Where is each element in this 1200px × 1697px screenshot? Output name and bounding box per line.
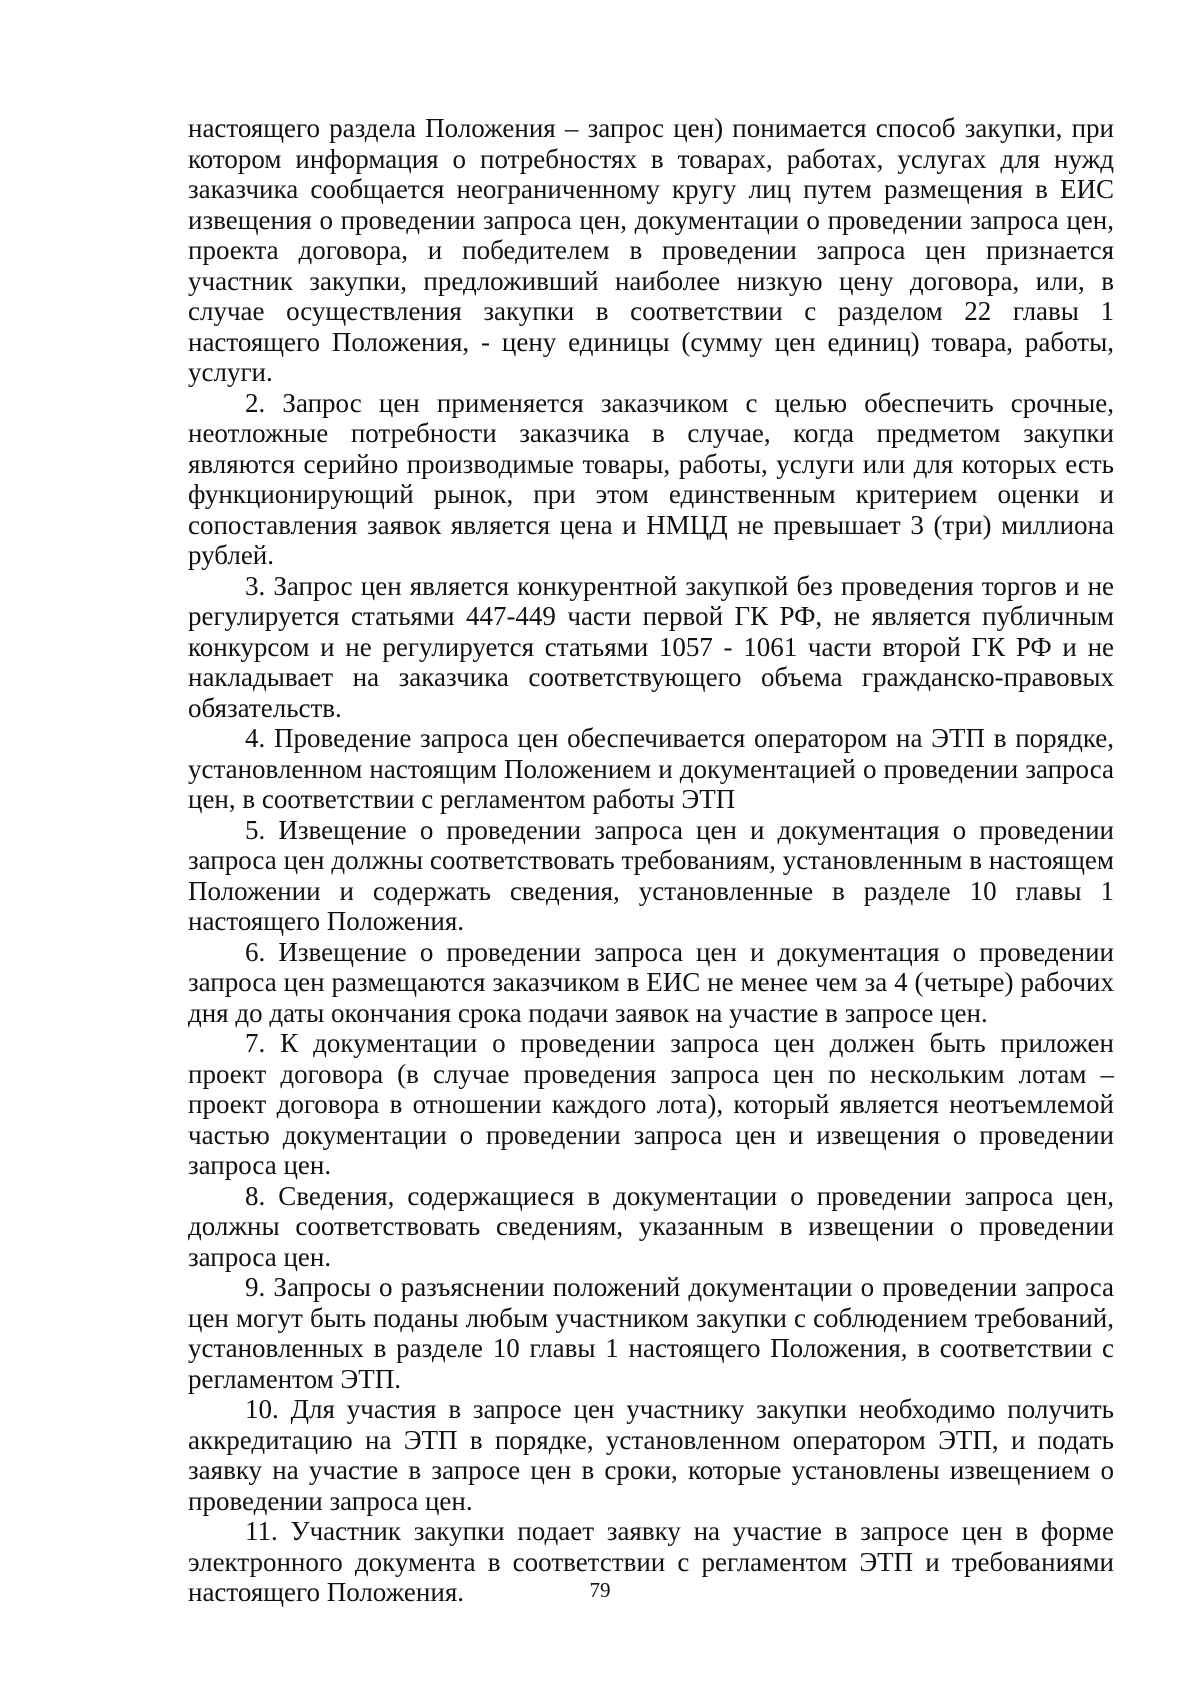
page-number: 79 xyxy=(589,1578,611,1602)
paragraph-8: 8. Сведения, содержащиеся в документации о проведении запроса цен, должны соответствовать сведениям, указанным в извещении о проведении запроса цен. xyxy=(188,1180,1114,1272)
paragraph-6: 6. Извещение о проведении запроса цен и документация о проведении запроса цен размещаются заказчиком в ЕИС не менее чем за 4 (четыре) рабочих дня до даты окончания срока подачи заявок на участие в запросе цен. xyxy=(188,936,1114,1028)
paragraph-4: 4. Проведение запроса цен обеспечивается оператором на ЭТП в порядке, установленном настоящим Положением и документацией о проведении запроса цен, в соответствии с регламентом работы ЭТП xyxy=(188,723,1114,814)
paragraph-5: 5. Извещение о проведении запроса цен и документация о проведении запроса цен должны соответствовать требованиям, установленным в настоящем Положении и содержать сведения, установленные в разделе 10 главы 1 настоящего Положения. xyxy=(188,814,1114,936)
paragraph-3: 3. Запрос цен является конкурентной закупкой без проведения торгов и не регулируется статьями 447-449 части первой ГК РФ, не является публичным конкурсом и не регулируется статьями 1057 - 1061 части второй ГК РФ и не накладывает на заказчика соответствующего объема гражданско-правовых обязательств. xyxy=(188,570,1114,723)
paragraph-10: 10. Для участия в запросе цен участнику закупки необходимо получить аккредитацию на ЭТП в порядке, установленном оператором ЭТП, и подать заявку на участие в запросе цен в сроки, которые установлены извещением о проведении запроса цен. xyxy=(188,1394,1114,1516)
paragraph-2: 2. Запрос цен применяется заказчиком с целью обеспечить срочные, неотложные потребности заказчика в случае, когда предметом закупки являются серийно производимые товары, работы, услуги или для которых есть функционирующий рынок, при этом единственным критерием оценки и сопоставления заявок является цена и НМЦД не превышает 3 (три) миллиона рублей. xyxy=(188,387,1114,570)
paragraph-7: 7. К документации о проведении запроса цен должен быть приложен проект договора (в случае проведения запроса цен по нескольким лотам – проект договора в отношении каждого лота), который является неотъемлемой частью документации о проведении запроса цен и извещения о проведении запроса цен. xyxy=(188,1028,1114,1180)
paragraph-9: 9. Запросы о разъяснении положений документации о проведении запроса цен могут быть поданы любым участником закупки с соблюдением требований, установленных в разделе 10 главы 1 настоящего Положения, в соответствии с регламентом ЭТП. xyxy=(188,1272,1114,1394)
paragraph-continuation: настоящего раздела Положения – запрос цен) понимается способ закупки, при котором информация о потребностях в товарах, работах, услугах для нужд заказчика сообщается неограниченному кругу лиц путем размещения в ЕИС извещения о проведении запроса цен, документации о проведении запроса цен, проекта договора, и победителем в проведении запроса цен признается участник закупки, предложивший наиболее низкую цену договора, или, в случае осуществления закупки в соответствии с разделом 22 главы 1 настоящего Положения, - цену единицы (сумму цен единиц) товара, работы, услуги. xyxy=(188,113,1114,387)
document-body xyxy=(188,113,1114,1608)
paragraph-11: 11. Участник закупки подает заявку на участие в запросе цен в форме электронного документа в соответствии с регламентом ЭТП и требованиями настоящего Положения. xyxy=(188,1516,1114,1607)
